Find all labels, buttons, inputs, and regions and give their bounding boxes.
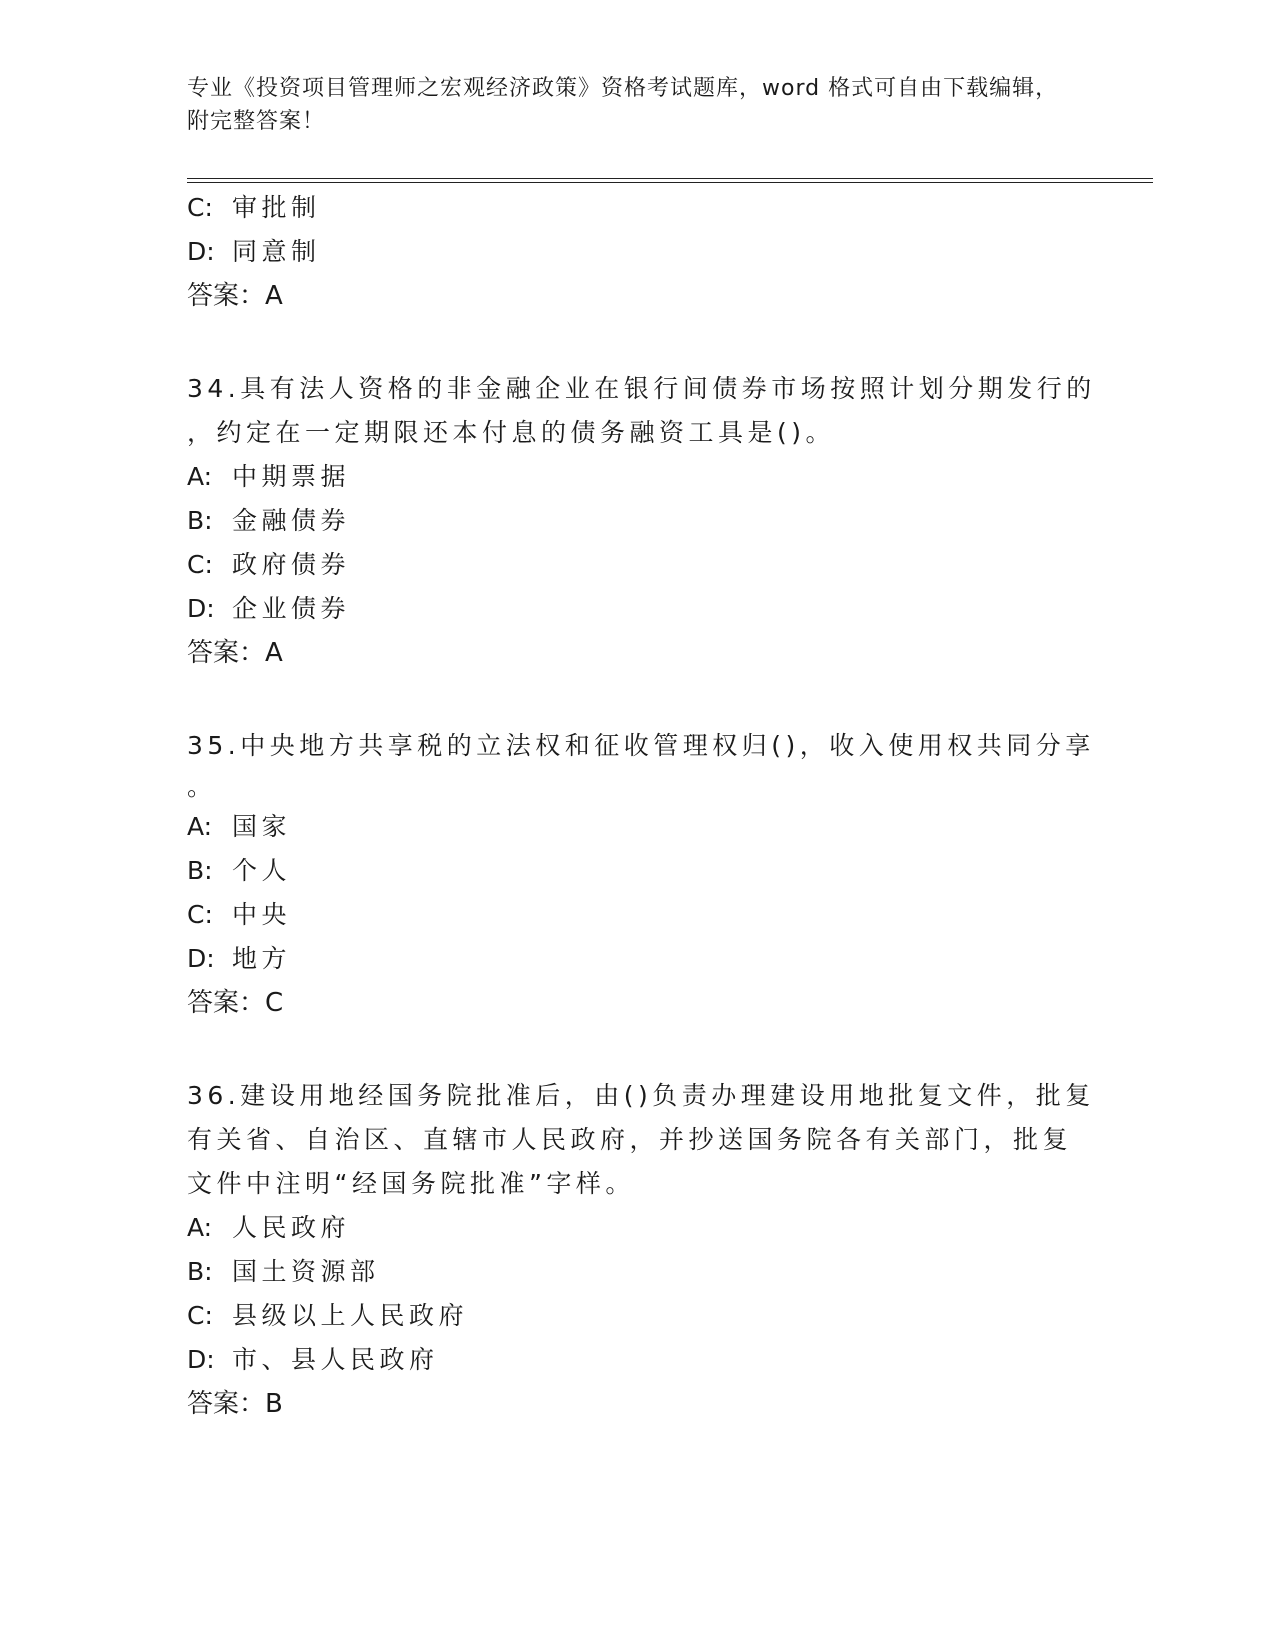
header-rule-bottom — [187, 182, 1153, 183]
header-rule-top — [187, 178, 1153, 179]
question-36-answer: 答案：B — [187, 1389, 283, 1419]
question-36-option-a: A: 人民政府 — [187, 1213, 351, 1242]
question-35-option-c: C: 中央 — [187, 900, 292, 929]
question-34-line-2: ，约定在一定期限还本付息的债务融资工具是()。 — [187, 418, 836, 447]
question-36-line-3: 文件中注明“经国务院批准”字样。 — [187, 1169, 635, 1198]
question-34-option-a: A: 中期票据 — [187, 462, 351, 491]
option-c: C: 审批制 — [187, 193, 321, 222]
question-34-answer: 答案：A — [187, 638, 283, 668]
page-header: 专业《投资项目管理师之宏观经济政策》资格考试题库，word 格式可自由下载编辑，附完整答案！ — [187, 76, 1059, 134]
question-35-answer: 答案：C — [187, 988, 284, 1018]
question-35-option-d: D: 地方 — [187, 944, 292, 973]
question-34-line-1: 34.具有法人资格的非金融企业在银行间债券市场按照计划分期发行的 — [187, 374, 1096, 403]
question-34-option-b: B: 金融债券 — [187, 506, 351, 535]
question-35-option-b: B: 个人 — [187, 856, 292, 885]
question-34-option-c: C: 政府债券 — [187, 550, 351, 579]
question-36-line-1: 36.建设用地经国务院批准后，由()负责办理建设用地批复文件，批复 — [187, 1081, 1095, 1110]
question-35-line-1: 35.中央地方共享税的立法权和征收管理权归()，收入使用权共同分享 — [187, 731, 1095, 760]
question-35-option-a: A: 国家 — [187, 812, 292, 841]
question-36-option-b: B: 国土资源部 — [187, 1257, 380, 1286]
option-d: D: 同意制 — [187, 237, 321, 266]
question-34-option-d: D: 企业债券 — [187, 594, 351, 623]
question-36-option-c: C: 县级以上人民政府 — [187, 1301, 469, 1330]
answer-line: 答案：A — [187, 281, 283, 311]
question-36-option-d: D: 市、县人民政府 — [187, 1345, 439, 1374]
question-36-line-2: 有关省、自治区、直辖市人民政府，并抄送国务院各有关部门，批复 — [187, 1125, 1073, 1154]
question-35-line-2: 。 — [187, 772, 217, 801]
